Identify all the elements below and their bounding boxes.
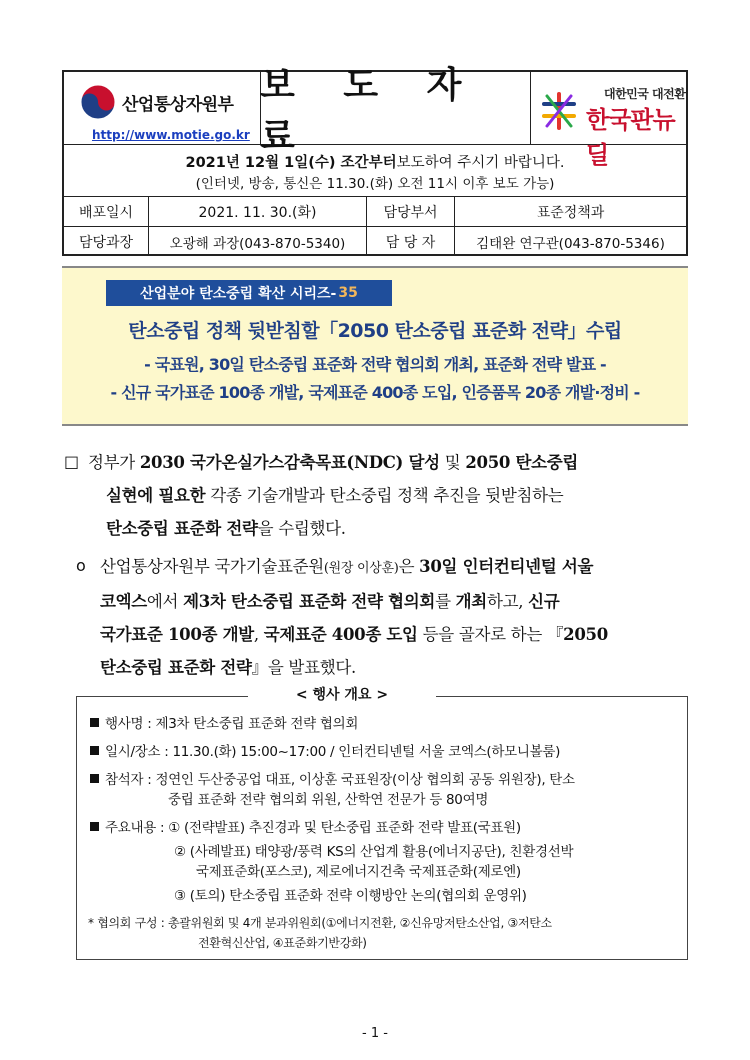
bullet-square-icon (90, 746, 99, 755)
subheadline-1: - 국표원, 30일 탄소중립 표준화 전략 협의회 개최, 표준화 전략 발표 - (144, 355, 606, 374)
distribution-date-label: 배포일시 (78, 204, 134, 221)
korean-new-deal-mark-icon (538, 90, 580, 132)
text: 하고, (486, 592, 529, 611)
text: 등을 골자로 하는 『 (417, 625, 564, 644)
text: 2050 탄소중립 (465, 453, 579, 472)
text: 참석자 : 정연인 두산중공업 대표, 이상훈 국표원장(이상 협의회 공동 위원장), 탄소 (105, 772, 575, 788)
text: 』을 발표했다. (251, 658, 356, 677)
text: 은 (398, 557, 420, 576)
event-program-item-2: ② (사례발표) 태양광/풍력 KS의 산업계 활용(에너지공단), 친환경선박 (174, 844, 574, 860)
square-bullet: □ (64, 452, 80, 471)
event-datetime (90, 742, 560, 762)
page-number: - 1 - (362, 1026, 388, 1041)
subheadline-2: - 신규 국가표준 100종 개발, 국제표준 400종 도입, 인증품목 20종 개발·정비 - (110, 383, 640, 402)
text: 코엑스 (100, 592, 147, 611)
paragraph-1 (88, 446, 692, 545)
event-attendees (90, 770, 575, 790)
headline-banner (62, 266, 688, 426)
department-label: 담당부서 (383, 204, 438, 221)
text: 국제표준 400종 도입 (263, 625, 418, 644)
event-program (90, 818, 521, 838)
circle-bullet: o (76, 556, 86, 575)
text: 탄소중립 표준화 전략 (100, 658, 252, 677)
text: 탄소중립 표준화 전략 (106, 519, 258, 538)
bullet-square-icon (90, 822, 99, 831)
series-number: 35 (338, 285, 358, 301)
text: 개최 (455, 592, 487, 611)
event-overview-title: < 행사 개요 > (248, 684, 436, 706)
contact-person-value: 김태완 연구관(043-870-5346) (476, 235, 665, 252)
text: 국가표준 100종 개발 (100, 625, 254, 644)
contact-person-label: 담 당 자 (385, 234, 436, 251)
text: 산업통상자원부 국가기술표준원 (100, 557, 324, 576)
text: 를 (435, 592, 456, 611)
division-head-value: 오광해 과장(043-870-5340) (169, 235, 346, 252)
event-attendees-cont: 중립 표준화 전략 협의회 위원, 산학연 전문가 등 80여명 (168, 792, 489, 808)
main-headline: 탄소중립 정책 뒷받침할「2050 탄소중립 표준화 전략」수립 (128, 320, 622, 342)
event-program-item-3: ③ (토의) 탄소중립 표준화 전략 이행방안 논의(협의회 운영위) (174, 888, 527, 904)
division-head-label: 담당과장 (78, 234, 134, 251)
text: 정부가 (88, 453, 140, 472)
new-deal-logo-text: 한국판뉴딜 (586, 106, 675, 169)
text: 및 (439, 453, 466, 472)
distribution-date-value: 2021. 11. 30.(화) (198, 204, 317, 221)
text: 제3차 탄소중립 표준화 전략 협의회 (183, 592, 436, 611)
bullet-square-icon (90, 718, 99, 727)
press-release-header-table (62, 64, 688, 256)
embargo-text: 보도하여 주시기 바랍니다. (396, 154, 565, 171)
press-release-title: 보 도 자 료 (260, 64, 480, 157)
text: 신규 (528, 592, 560, 611)
paragraph-2 (100, 550, 692, 684)
embargo-line (64, 150, 686, 172)
divider (530, 72, 531, 144)
text: 주요내용 : ① (전략발표) 추진경과 및 탄소중립 표준화 전략 발표(국표원) (105, 820, 521, 836)
text: 에서 (146, 592, 184, 611)
embargo-date: 2021년 12월 1일(수) 조간부터 (185, 154, 397, 171)
text: 2050 (563, 625, 608, 644)
committee-note-cont: 전환혁신산업, ④표준화기반강화) (198, 936, 367, 950)
text: , (253, 625, 264, 644)
text: 2030 국가온실가스감축목표(NDC) 달성 (139, 453, 440, 472)
text: 30일 인터컨티넨털 서울 (419, 557, 594, 576)
event-program-item-2-cont: 국제표준화(포스코), 제로에너지건축 국제표준화(제로엔) (196, 864, 521, 880)
taegeuk-logo-icon (80, 84, 116, 120)
text: (원장 이상훈) (323, 561, 399, 576)
committee-note: * 협의회 구성 : 총괄위원회 및 4개 분과위원회(①에너지전환, ②신유망저탄소산업, ③저탄소 (88, 916, 552, 930)
bullet-square-icon (90, 774, 99, 783)
ministry-url-link[interactable]: http://www.motie.go.kr (92, 128, 250, 142)
text: 실현에 필요한 (106, 486, 206, 505)
series-tag (106, 280, 392, 306)
new-deal-tagline: 대한민국 대전환 (604, 87, 686, 101)
text: 각종 기술개발과 탄소중립 정책 추진을 뒷받침하는 (205, 486, 564, 505)
event-name (90, 714, 358, 734)
ministry-name: 산업통상자원부 (122, 95, 234, 115)
text: 을 수립했다. (257, 519, 346, 538)
series-label: 산업분야 탄소중립 확산 시리즈- (140, 286, 337, 302)
text: 행사명 : 제3차 탄소중립 표준화 전략 협의회 (105, 716, 359, 732)
department-value: 표준정책과 (536, 204, 605, 221)
embargo-note: (인터넷, 방송, 통신은 11.30.(화) 오전 11시 이후 보도 가능) (195, 176, 555, 192)
text: 일시/장소 : 11.30.(화) 15:00~17:00 / 인터컨티넨털 서울 코엑스(하모니볼룸) (105, 744, 561, 760)
